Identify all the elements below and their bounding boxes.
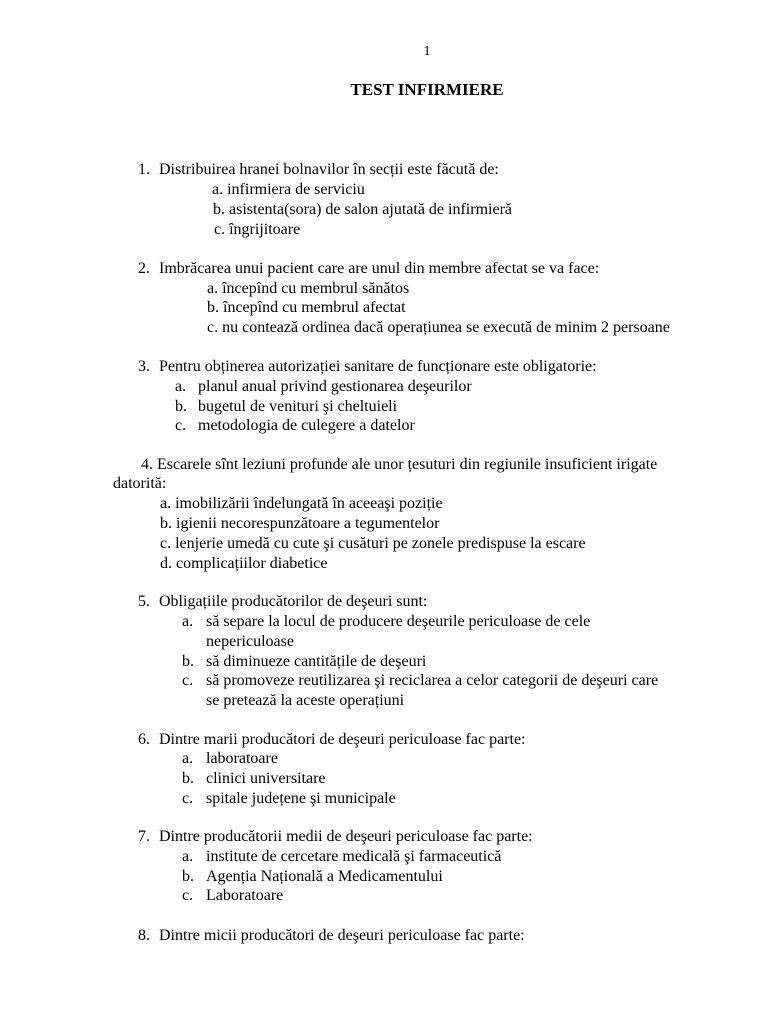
option-a-continued: nepericuloase xyxy=(206,633,294,650)
option-b: bugetul de venituri şi cheltuieli xyxy=(198,398,398,415)
option-a: institute de cercetare medicală şi farmaceutică xyxy=(206,848,502,865)
question-number: 5. xyxy=(138,593,150,610)
option-b: să diminueze cantitățile de deşeuri xyxy=(206,653,427,670)
option-a-letter: a. xyxy=(175,378,187,395)
option-c-letter: c. xyxy=(175,417,187,434)
question-text: Dintre marii producători de deşeuri periculoase fac parte: xyxy=(159,731,526,748)
option-b: clinici universitare xyxy=(206,770,326,787)
option-b-letter: b. xyxy=(182,868,194,885)
option-b-letter: b. xyxy=(182,770,194,787)
option-c: metodologia de culegere a datelor xyxy=(198,417,415,434)
question-text: Dintre micii producători de deşeuri periculoase fac parte: xyxy=(159,927,525,944)
option-c: c. nu contează ordinea dacă operațiunea se execută de minim 2 persoane xyxy=(207,319,670,336)
option-c: c. îngrijitoare xyxy=(214,221,301,238)
option-c: c. lenjerie umedă cu cute şi cusături pe zonele predispuse la escare xyxy=(160,535,586,552)
option-c: Laboratoare xyxy=(206,887,284,904)
option-b: b. asistenta(sora) de salon ajutată de infirmieră xyxy=(213,201,512,218)
option-c-continued: se pretează la aceste operațiuni xyxy=(206,692,405,709)
question-number: 3. xyxy=(138,358,150,375)
question-text: Pentru obținerea autorizației sanitare de funcționare este obligatorie: xyxy=(159,358,597,375)
page-number: 1 xyxy=(423,44,431,59)
option-b: b. începînd cu membrul afectat xyxy=(207,299,406,316)
question-number: 2. xyxy=(138,260,150,277)
option-c-letter: c. xyxy=(182,790,194,807)
option-a: să separe la locul de producere deşeurile periculoase de cele xyxy=(206,613,591,630)
option-a-letter: a. xyxy=(182,750,194,767)
option-c: să promoveze reutilizarea şi reciclarea a celor categorii de deşeuri care xyxy=(206,672,659,689)
question-number: 8. xyxy=(138,927,150,944)
option-a-letter: a. xyxy=(182,848,194,865)
question-text-continued: datorită: xyxy=(113,475,167,492)
option-a-letter: a. xyxy=(182,613,194,630)
question-number: 1. xyxy=(138,161,150,178)
question-text: Dintre producătorii medii de deşeuri periculoase fac parte: xyxy=(159,828,533,845)
option-c-letter: c. xyxy=(182,887,194,904)
option-a: a. infirmiera de serviciu xyxy=(212,181,365,198)
option-b-letter: b. xyxy=(175,398,187,415)
option-b-letter: b. xyxy=(182,653,194,670)
option-a: laboratoare xyxy=(206,750,278,767)
option-c-letter: c. xyxy=(182,672,194,689)
option-c: spitale județene şi municipale xyxy=(206,790,396,807)
question-text: Obligațiile producătorilor de deşeuri sunt: xyxy=(159,593,428,610)
option-a: a. imobilizării îndelungată în aceeaşi poziție xyxy=(160,495,443,512)
option-d: d. complicațiilor diabetice xyxy=(160,555,328,572)
option-b: b. igienii necorespunzătoare a tegumentelor xyxy=(160,515,440,532)
question-text: 4. Escarele sînt leziuni profunde ale unor țesuturi din regiunile insuficient irigate xyxy=(141,456,658,473)
option-a: planul anual privind gestionarea deşeurilor xyxy=(198,378,472,395)
question-text: Imbrăcarea unui pacient care are unul din membre afectat se va face: xyxy=(159,260,600,277)
question-number: 6. xyxy=(138,731,150,748)
question-text: Distribuirea hranei bolnavilor în secții este făcută de: xyxy=(159,161,499,178)
question-number: 7. xyxy=(138,828,150,845)
page-title: TEST INFIRMIERE xyxy=(350,80,504,99)
option-a: a. începînd cu membrul sănătos xyxy=(207,280,410,297)
option-b: Agenția Națională a Medicamentului xyxy=(206,868,443,885)
